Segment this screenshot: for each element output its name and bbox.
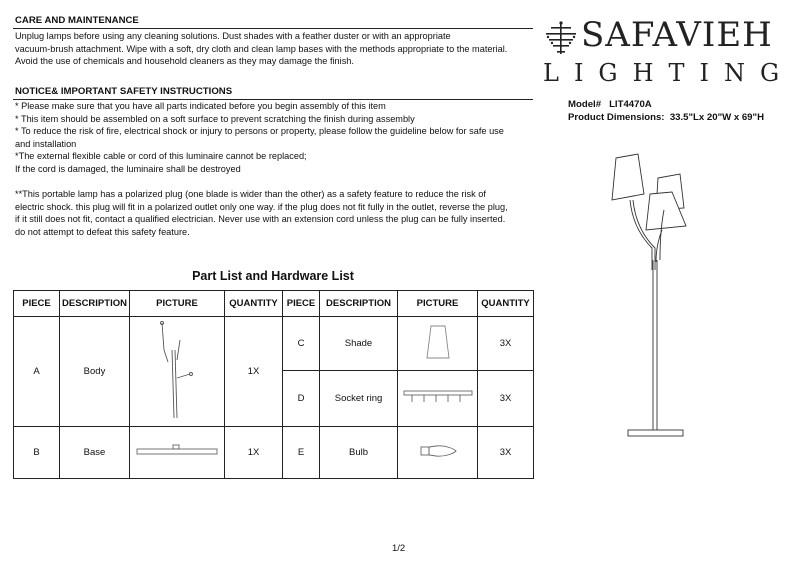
care-rule	[13, 28, 533, 29]
base-picture	[135, 443, 219, 459]
brand-sub: LIGHTING	[543, 59, 795, 87]
picture-cell	[398, 371, 478, 427]
picture-cell	[398, 427, 478, 479]
table-row	[14, 427, 534, 479]
plug-line: electric shock. this plug will fit in a polarized outlet only one way. if the plug does not fit fully in the outlet, reverse the plug,	[15, 201, 508, 212]
care-line: Avoid the use of chemicals and household cleaners as they may damage the finish.	[15, 56, 354, 66]
header-cell: PICTURE	[130, 291, 225, 317]
model-value: LIT4470A	[609, 99, 652, 110]
plug-line: **This portable lamp has a polarized plug (one blade is wider than the other) as a safety feature to reduce the risk of	[15, 189, 486, 199]
parts-title: Part List and Hardware List	[192, 269, 354, 283]
care-line: Unplug lamps before using any cleaning solutions. Dust shades with a feather duster or with an appropriate	[15, 31, 451, 41]
care-text	[15, 30, 507, 68]
notice-title: NOTICE& IMPORTANT SAFETY INSTRUCTIONS	[15, 86, 233, 97]
plug-text	[15, 188, 508, 238]
notice-line: and installation	[15, 138, 77, 149]
table-row	[14, 317, 534, 371]
quantity-cell: 3X	[478, 371, 534, 427]
lamp-illustration	[600, 150, 710, 442]
header-cell: QUANTITY	[225, 291, 283, 317]
header-cell: PIECE	[14, 291, 60, 317]
notice-line: * This item should be assembled on a soft surface to prevent scratching the finish during assembly	[15, 113, 415, 124]
chandelier-icon	[543, 20, 579, 60]
header-cell: DESCRIPTION	[320, 291, 398, 317]
plug-line: do not attempt to defeat this safety feature.	[15, 226, 190, 237]
dims-value: 33.5"Lx 20"W x 69"H	[669, 112, 764, 123]
description-cell: Socket ring	[320, 371, 398, 427]
description-cell: Base	[60, 427, 130, 479]
header-cell: PIECE	[283, 291, 320, 317]
piece-cell: E	[283, 427, 320, 479]
piece-cell: D	[283, 371, 320, 427]
care-line: vacuum-brush attachment. Wipe with a soft, dry cloth and clean lamp bases with the methods appropriate to the material.	[15, 43, 508, 54]
bulb-picture	[418, 443, 458, 459]
plug-line: if it still does not fit, contact a qualified electrician. Never use with an extension cord unless the plug can be fully inserted.	[15, 214, 506, 224]
quantity-cell: 3X	[478, 317, 534, 371]
description-cell: Bulb	[320, 427, 398, 479]
piece-cell: C	[283, 317, 320, 371]
quantity-cell: 1X	[225, 427, 283, 479]
parts-table	[13, 290, 534, 479]
header-cell: DESCRIPTION	[60, 291, 130, 317]
picture-cell	[130, 317, 225, 427]
body-picture	[152, 320, 202, 420]
notice-line: *The external flexible cable or cord of this luminaire cannot be replaced;	[15, 151, 307, 161]
dims-line	[568, 111, 764, 124]
model-line	[568, 98, 764, 111]
notice-line: * Please make sure that you have all parts indicated before you begin assembly of this item	[15, 101, 386, 111]
header-cell: PICTURE	[398, 291, 478, 317]
shade-picture	[423, 322, 453, 362]
notice-line: * To reduce the risk of fire, electrical shock or injury to persons or property, please follow the guideline below for safe use	[15, 126, 504, 136]
dims-label: Product Dimensions:	[568, 112, 665, 123]
notice-line: If the cord is damaged, the luminaire shall be destroyed	[15, 163, 241, 174]
picture-cell	[398, 317, 478, 371]
product-info	[568, 98, 764, 124]
header-cell: QUANTITY	[478, 291, 534, 317]
description-cell: Body	[60, 317, 130, 427]
table-header-row	[14, 291, 534, 317]
brand-name: SAFAVIEH	[581, 15, 773, 55]
piece-cell: A	[14, 317, 60, 427]
page-number: 1/2	[392, 543, 406, 554]
socket-ring-picture	[402, 387, 474, 407]
description-cell: Shade	[320, 317, 398, 371]
piece-cell: B	[14, 427, 60, 479]
notice-text	[15, 100, 504, 175]
picture-cell	[130, 427, 225, 479]
care-title: CARE AND MAINTENANCE	[15, 15, 139, 26]
model-label: Model#	[568, 99, 602, 110]
quantity-cell: 3X	[478, 427, 534, 479]
quantity-cell: 1X	[225, 317, 283, 427]
